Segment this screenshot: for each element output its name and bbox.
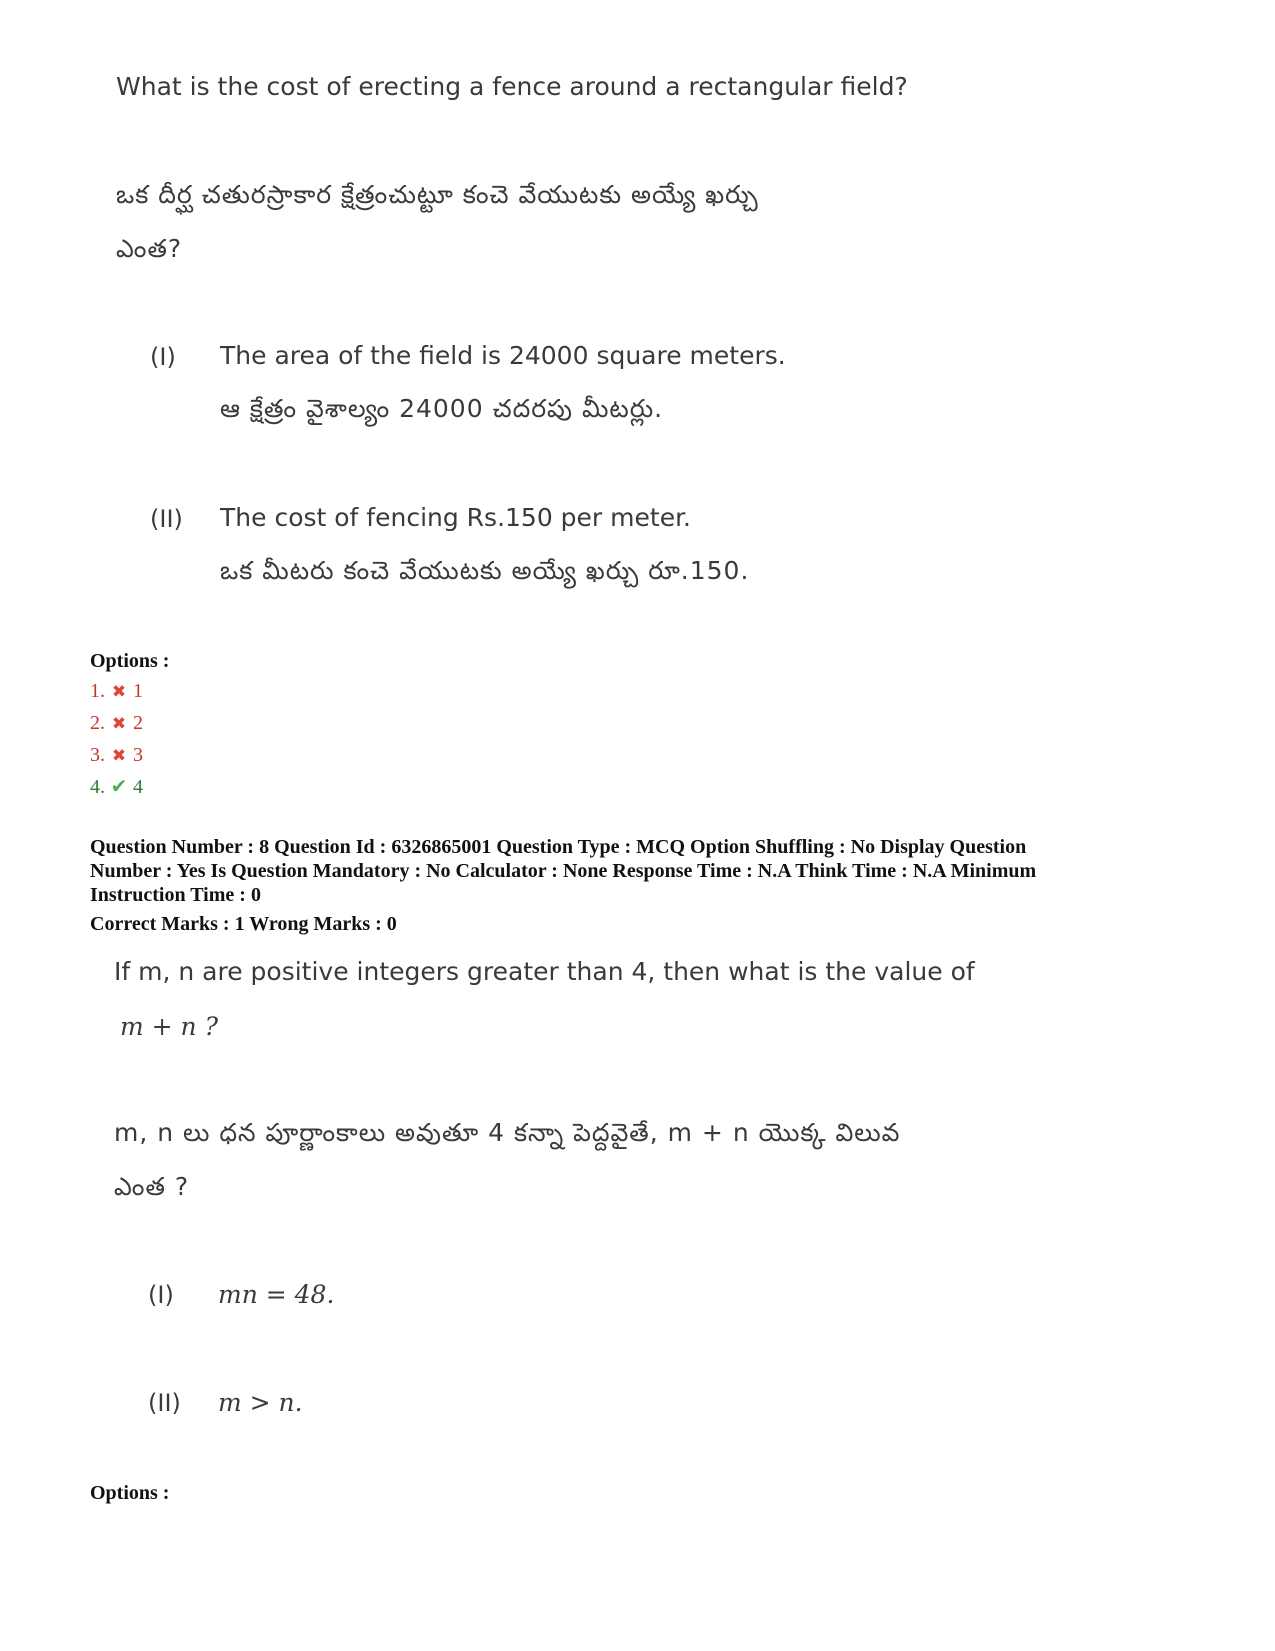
q8-statement-2-math: m > n. bbox=[218, 1388, 303, 1417]
option-number: 4. bbox=[90, 776, 105, 798]
option-number: 3. bbox=[90, 744, 105, 766]
q8-statement-2-label: (II) bbox=[148, 1389, 181, 1417]
q8-question-telugu-line2: ఎంత ? bbox=[114, 1172, 190, 1201]
q8-question-english-line2: m + n ? bbox=[120, 1012, 218, 1041]
option-number: 1. bbox=[90, 680, 105, 702]
q8-statement-1-label: (I) bbox=[148, 1281, 174, 1309]
option-value: 1 bbox=[133, 680, 143, 702]
q7-statement-2-english: The cost of fencing Rs.150 per meter. bbox=[220, 503, 692, 532]
q7-question-telugu-line2: ఎంత? bbox=[116, 234, 183, 263]
q8-marks: Correct Marks : 1 Wrong Marks : 0 bbox=[90, 913, 397, 935]
option-value: 2 bbox=[133, 712, 143, 734]
q8-statement-1-math: mn = 48. bbox=[218, 1280, 335, 1309]
option-number: 2. bbox=[90, 712, 105, 734]
q7-options-label: Options : bbox=[90, 650, 170, 672]
cross-icon: ✖ bbox=[111, 746, 127, 765]
q8-meta-line3: Instruction Time : 0 bbox=[90, 884, 261, 906]
option-4 bbox=[90, 775, 143, 807]
q7-question-telugu-line1: ఒక దీర్ఘ చతురస్రాకార క్షేత్రంచుట్టూ కంచె వేయుటకు అయ్యే ఖర్చు bbox=[116, 180, 759, 209]
q8-question-telugu-line1: m, n లు ధన పూర్ణాంకాలు అవుతూ 4 కన్నా పెద్దవైతే, m + n యొక్క విలువ bbox=[114, 1118, 901, 1147]
q7-statement-2-telugu: ఒక మీటరు కంచె వేయుటకు అయ్యే ఖర్చు రూ.150. bbox=[220, 556, 750, 585]
q8-meta-line1: Question Number : 8 Question Id : 6326865001 Question Type : MCQ Option Shuffling : No Display Question bbox=[90, 836, 1027, 858]
q7-statement-1-english: The area of the field is 24000 square meters. bbox=[220, 341, 786, 370]
q7-statement-2-label: (II) bbox=[150, 505, 183, 533]
q7-options-list bbox=[90, 679, 143, 807]
cross-icon: ✖ bbox=[111, 682, 127, 701]
q8-options-label: Options : bbox=[90, 1482, 170, 1504]
q7-statement-1-label: (I) bbox=[150, 343, 176, 371]
option-value: 4 bbox=[133, 776, 143, 798]
option-2 bbox=[90, 711, 143, 743]
q8-meta-line2: Number : Yes Is Question Mandatory : No Calculator : None Response Time : N.A Think Time : N.A Minimum bbox=[90, 860, 1037, 882]
q7-question-english: What is the cost of erecting a fence around a rectangular field? bbox=[116, 72, 908, 101]
q8-question-english-line1: If m, n are positive integers greater than 4, then what is the value of bbox=[114, 957, 975, 986]
option-value: 3 bbox=[133, 744, 143, 766]
option-3 bbox=[90, 743, 143, 775]
option-1 bbox=[90, 679, 143, 711]
check-icon: ✔ bbox=[110, 776, 128, 798]
cross-icon: ✖ bbox=[111, 714, 127, 733]
q7-statement-1-telugu: ఆ క్షేత్రం వైశాల్యం 24000 చదరపు మీటర్లు. bbox=[220, 394, 664, 423]
